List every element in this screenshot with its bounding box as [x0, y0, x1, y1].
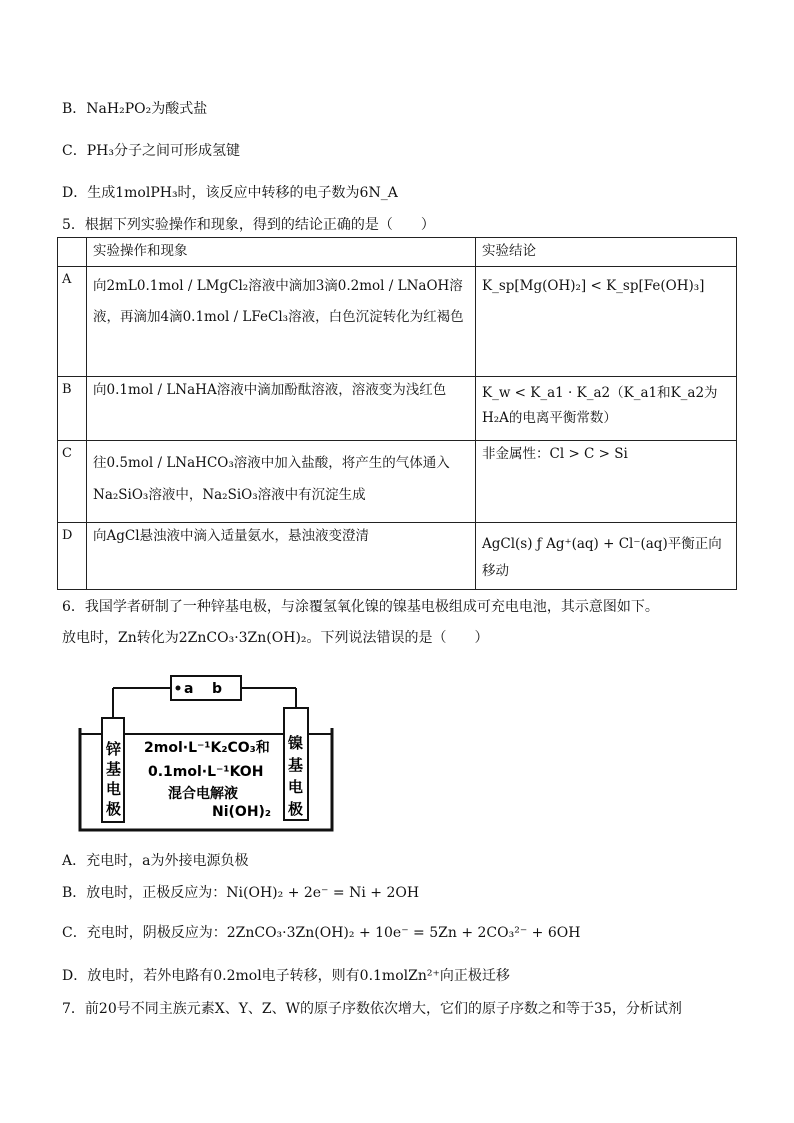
table-header-cell: 实验结论 — [476, 238, 737, 267]
left-electrode-char-2: 基 — [106, 760, 122, 778]
option-q4-c: C．PH₃分子之间可形成氢键 — [62, 143, 240, 159]
option-q4-b: B．NaH₂PO₂为酸式盐 — [62, 101, 208, 117]
terminal-b: b — [212, 681, 223, 697]
option-q6-c: C．充电时，阴极反应为：2ZnCO₃·3Zn(OH)₂ + 10e⁻ = 5Zn + 2CO₃²⁻ + 6OH — [62, 925, 581, 941]
right-electrode-char-3: 电 — [288, 778, 304, 796]
right-electrode-char-4: 极 — [288, 800, 304, 818]
operation-cell: 向2mL0.1mol / LMgCl₂溶液中滴加3滴0.2mol / LNaOH溶液，再滴加4滴0.1mol / LFeCl₃溶液，白色沉淀转化为红褐色 — [87, 266, 476, 376]
table-row — [58, 440, 737, 522]
operation-cell: 往0.5mol / LNaHCO₃溶液中加入盐酸，将产生的气体通入Na₂SiO₃溶液中，Na₂SiO₃溶液中有沉淀生成 — [87, 440, 476, 522]
table-header-cell — [58, 238, 87, 267]
question-6-stem-2: 放电时，Zn转化为2ZnCO₃·3Zn(OH)₂。下列说法错误的是（ ） — [62, 630, 489, 646]
question-6-stem: 6．我国学者研制了一种锌基电极，与涂覆氢氧化镍的镍基电极组成可充电电池，其示意图如下。 — [62, 599, 659, 615]
electrolyte-line-3: 混合电解液 — [168, 786, 238, 802]
battery-diagram — [76, 670, 338, 835]
row-label: A — [58, 266, 87, 376]
left-electrode-char-1: 锌 — [106, 740, 122, 758]
nickel-hydroxide-label: Ni(OH)₂ — [212, 804, 272, 820]
table-row — [58, 266, 737, 376]
terminal-a-dot — [176, 686, 181, 691]
option-q6-d: D．放电时，若外电路有0.2mol电子转移，则有0.1molZn²⁺向正极迁移 — [62, 968, 510, 984]
question-5-stem: 5．根据下列实验操作和现象，得到的结论正确的是（ ） — [62, 217, 435, 233]
table-row — [58, 522, 737, 589]
power-terminal-box — [171, 676, 241, 700]
conclusion-cell: 非金属性：Cl > C > Si — [476, 440, 737, 522]
operation-cell: 向AgCl悬浊液中滴入适量氨水，悬浊液变澄清 — [87, 522, 476, 589]
table-header-row — [58, 238, 737, 267]
option-q6-a: A．充电时，a为外接电源负极 — [62, 853, 249, 869]
row-label: B — [58, 376, 87, 440]
conclusion-cell: K_sp[Mg(OH)₂] < K_sp[Fe(OH)₃] — [476, 266, 737, 376]
right-electrode-char-2: 基 — [288, 756, 304, 774]
question-7-stem: 7．前20号不同主族元素X、Y、Z、W的原子序数依次增大，它们的原子序数之和等于35，分析试剂 — [62, 1001, 682, 1017]
row-label: C — [58, 440, 87, 522]
right-electrode-char-1: 镍 — [288, 734, 304, 752]
option-q6-b: B．放电时，正极反应为：Ni(OH)₂ + 2e⁻ = Ni + 2OH — [62, 885, 420, 901]
conclusion-cell: AgCl(s) ƒ Ag⁺(aq) + Cl⁻(aq)平衡正向移动 — [476, 522, 737, 589]
row-label: D — [58, 522, 87, 589]
experiment-table — [57, 237, 737, 590]
electrolyte-line-2: 0.1mol·L⁻¹KOH — [148, 764, 264, 780]
option-q4-d: D．生成1molPH₃时，该反应中转移的电子数为6N_A — [62, 185, 398, 201]
left-electrode-char-3: 电 — [106, 780, 122, 798]
terminal-a: a — [184, 681, 194, 697]
conclusion-cell: K_w < K_a1 · K_a2（K_a1和K_a2为H₂A的电离平衡常数） — [476, 376, 737, 440]
electrolyte-line-1: 2mol·L⁻¹K₂CO₃和 — [144, 740, 270, 756]
left-electrode-char-4: 极 — [106, 800, 122, 818]
operation-cell: 向0.1mol / LNaHA溶液中滴加酚酞溶液，溶液变为浅红色 — [87, 376, 476, 440]
table-row — [58, 376, 737, 440]
table-header-cell: 实验操作和现象 — [87, 238, 476, 267]
